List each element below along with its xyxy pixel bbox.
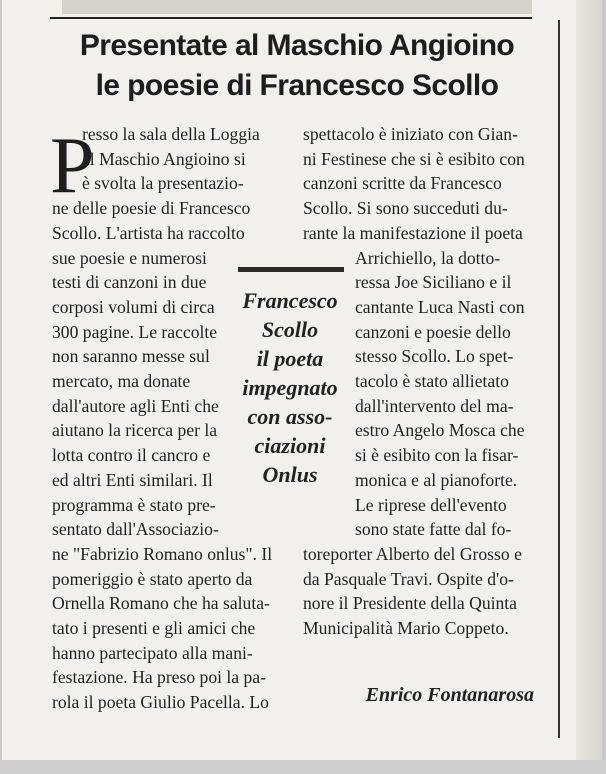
right-column-line: Arrichiello, la dotto-	[355, 247, 501, 268]
right-column-line: Municipalità Mario Coppeto.	[303, 618, 509, 639]
left-column-line: Scollo. L'artista ha raccolto	[52, 222, 245, 243]
left-column-line: lotta contro il cancro e	[52, 445, 211, 466]
pull-quote-rule	[238, 267, 344, 272]
right-column-line: nore il Presidente della Quinta	[303, 593, 517, 614]
right-column-line: canzoni e poesie dello	[355, 321, 511, 342]
byline: Enrico Fontanarosa	[365, 684, 534, 706]
left-column-line: festazione. Ha preso poi la pa-	[52, 667, 266, 688]
headline	[62, 26, 532, 106]
left-column-line: al Maschio Angioino si	[82, 148, 246, 169]
right-column-line: monica e al pianoforte.	[355, 469, 518, 490]
top-rule	[50, 17, 532, 19]
left-column-line: rola il poeta Giulio Pacella. Lo	[52, 692, 269, 713]
newspaper-clipping	[2, 0, 602, 772]
pull-quote-line: impegnato	[242, 375, 338, 400]
right-column-line: estro Angelo Mosca che	[355, 420, 525, 441]
previous-article-strip	[62, 0, 532, 14]
left-column-line: dall'autore agli Enti che	[52, 395, 219, 416]
left-column-line: tato i presenti e gli amici che	[52, 618, 256, 639]
right-column-line: ressa Joe Siciliano e il	[355, 272, 512, 293]
left-column-line: ne delle poesie di Francesco	[52, 198, 251, 219]
left-column-line: sentato dall'Associazio-	[52, 519, 219, 540]
right-column-line: si è esibito con la fisar-	[355, 445, 519, 466]
pull-quote-line: con asso-	[247, 404, 333, 429]
pull-quote	[234, 286, 346, 489]
pull-quote-line: Francesco	[242, 288, 338, 313]
left-column-line: mercato, ma donate	[52, 371, 191, 392]
left-column-line: testi di canzoni in due	[52, 272, 207, 293]
next-article-strip	[0, 760, 606, 774]
pull-quote-line: Scollo	[261, 317, 319, 342]
left-column-line: aiutano la ricerca per la	[52, 420, 218, 441]
left-column-line: pomeriggio è stato aperto da	[52, 568, 253, 589]
left-column-line: ed altri Enti similari. Il	[52, 469, 213, 490]
right-column-line: dall'intervento del ma-	[355, 395, 514, 416]
right-column-line: sono state fatte dal fo-	[355, 519, 512, 540]
left-column-line: non saranno messe sul	[52, 346, 210, 367]
pull-quote-line: ciazioni	[254, 433, 326, 458]
right-column-line: Le riprese dell'evento	[355, 494, 507, 515]
left-column-line: programma è stato pre-	[52, 494, 216, 515]
left-column-line: 300 pagine. Le raccolte	[52, 321, 218, 342]
left-column-line: ne "Fabrizio Romano onlus". Il	[52, 543, 273, 564]
headline-line-1: Presentate al Maschio Angioino	[79, 29, 515, 62]
headline-line-2: le poesie di Francesco Scollo	[95, 69, 499, 102]
left-column-line: resso la sala della Loggia	[82, 124, 260, 144]
page-edge	[576, 0, 602, 772]
right-column-line: cantante Luca Nasti con	[355, 296, 525, 317]
right-column-line: spettacolo è iniziato con Gian-	[303, 124, 518, 144]
left-column-line: è svolta la presentazio-	[82, 173, 244, 194]
pull-quote-line: Onlus	[262, 462, 318, 487]
left-column-line: Ornella Romano che ha saluta-	[52, 593, 270, 614]
column-divider	[558, 20, 560, 738]
drop-cap: P	[50, 122, 95, 210]
right-column-line: rante la manifestazione il poeta	[303, 222, 523, 243]
right-column-line: stesso Scollo. Lo spet-	[355, 346, 514, 367]
pull-quote-line: il poeta	[256, 346, 324, 371]
left-column-line: sue poesie e numerosi	[52, 247, 207, 268]
right-column-line: Scollo. Si sono succeduti du-	[303, 198, 508, 219]
left-column-line: corposi volumi di circa	[52, 296, 215, 317]
right-column-line: toreporter Alberto del Grosso e	[303, 543, 522, 564]
right-column-line: ni Festinese che si è esibito con	[303, 148, 525, 169]
right-column-line: tacolo è stato allietato	[355, 371, 509, 392]
left-column-line: hanno partecipato alla mani-	[52, 642, 253, 663]
right-column-line: canzoni scritte da Francesco	[303, 173, 502, 194]
right-column-line: da Pasquale Travi. Ospite d'o-	[303, 568, 514, 589]
